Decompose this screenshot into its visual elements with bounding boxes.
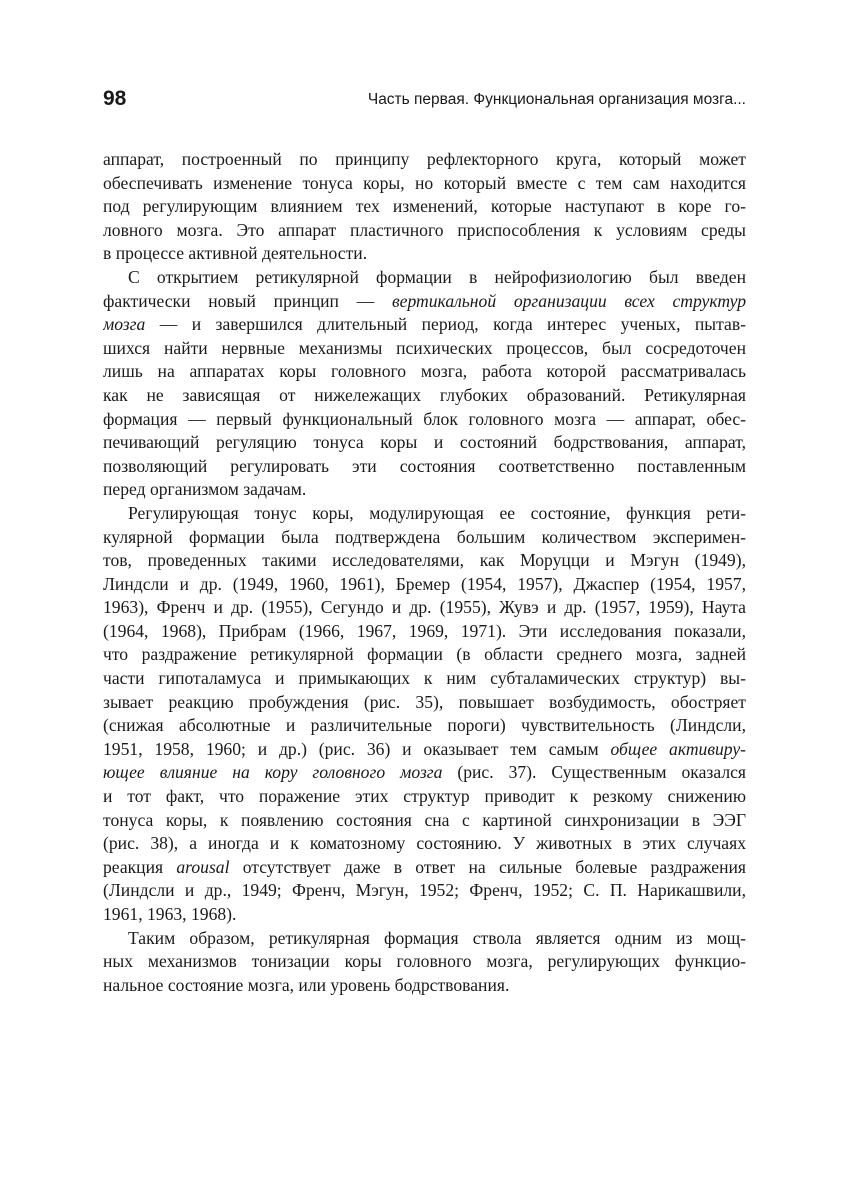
text-line: ных механизмов тонизации коры головного мозга, регулирующих функцио- <box>103 951 746 972</box>
text-line: как не зависящая от нижележащих глубоких образований. Ретикулярная <box>103 384 746 405</box>
text-line: обеспечивать изменение тонуса коры, но который вместе с тем сам находится <box>103 172 746 193</box>
text-line: в процессе активной деятельности. <box>103 243 368 264</box>
text-line: позволяющий регулировать эти состояния соответственно поставленным <box>103 455 746 476</box>
paragraph-4 <box>103 927 746 998</box>
text-line: (1964, 1968), Прибрам (1966, 1967, 1969, 1971). Эти исследования показали, <box>103 620 746 641</box>
text-run: — и завершился длительный период, когда интерес ученых, пытав- <box>145 314 746 335</box>
text-line: Таким образом, ретикулярная формация ствола является одним из мощ- <box>128 927 746 948</box>
emphasis-text: вертикальной организации всех структур <box>392 290 746 311</box>
text-line: лишь на аппаратах коры головного мозга, работа которой рассматривалась <box>103 361 746 382</box>
text-run: отсутствует даже в ответ на сильные болевые раздражения <box>229 856 746 877</box>
text-body <box>103 148 746 997</box>
text-line: перед организмом задачам. <box>103 479 307 500</box>
page-header <box>103 86 746 114</box>
text-line: печивающий регуляцию тонуса коры и состояний бодрствования, аппарат, <box>103 432 746 453</box>
paragraph-2 <box>103 266 746 502</box>
text-line: формация — первый функциональный блок головного мозга — аппарат, обес- <box>103 408 746 429</box>
text-line: 1963), Френч и др. (1955), Сегундо и др. (1955), Жувэ и др. (1957, 1959), Наута <box>103 597 746 618</box>
text-line: тов, проведенных такими исследователями, как Моруцци и Мэгун (1949), <box>103 550 746 571</box>
text-line: тонуса коры, к появлению состояния сна с картиной синхронизации в ЭЭГ <box>103 809 746 830</box>
text-line: нальное состояние мозга, или уровень бодрствования. <box>103 974 510 995</box>
emphasis-text: arousal <box>176 856 230 877</box>
text-line: аппарат, построенный по принципу рефлекторного круга, который может <box>103 149 746 169</box>
text-line: С открытием ретикулярной формации в нейрофизиологию был введен <box>128 266 746 287</box>
text-line: кулярной формации была подтверждена большим количеством эксперимен- <box>103 526 746 547</box>
text-line: (рис. 38), а иногда и к коматозному состоянию. У животных в этих случаях <box>103 833 746 854</box>
running-title: Часть первая. Функциональная организация мозга... <box>367 91 746 108</box>
text-line: Линдсли и др. (1949, 1960, 1961), Бремер (1954, 1957), Джаспер (1954, 1957, <box>103 573 746 594</box>
text-line <box>103 313 746 337</box>
text-line: части гипоталамуса и примыкающих к ним субталамических структур) вы- <box>103 668 746 689</box>
text-line: (Линдсли и др., 1949; Френч, Мэгун, 1952; Френч, 1952; С. П. Нарикашвили, <box>103 880 746 901</box>
text-line: и тот факт, что поражение этих структур приводит к резкому снижению <box>103 786 746 807</box>
page-number: 98 <box>103 87 127 110</box>
text-line: 1961, 1963, 1968). <box>103 904 237 924</box>
text-run: (рис. 37). Существенным оказался <box>442 762 746 783</box>
emphasis-text: общее активиру- <box>610 738 746 759</box>
text-run: фактически новый принцип — <box>103 290 393 311</box>
text-line: шихся найти нервные механизмы психических процессов, был сосредоточен <box>103 337 746 358</box>
paragraph-1 <box>103 148 746 266</box>
text-line <box>103 290 746 314</box>
text-line: (снижая абсолютные и различительные пороги) чувствительность (Линдсли, <box>103 715 746 736</box>
emphasis-text: ющее влияние на кору головного мозга <box>103 762 443 783</box>
text-line: зывает реакцию пробуждения (рис. 35), повышает возбудимость, обостряет <box>103 691 746 712</box>
emphasis-text: мозга <box>103 314 146 335</box>
text-run: 1951, 1958, 1960; и др.) (рис. 36) и оказывает тем самым <box>103 738 611 759</box>
text-line <box>103 761 746 785</box>
paragraph-3 <box>103 502 746 927</box>
text-line: Регулирующая тонус коры, модулирующая ее состояние, функция рети- <box>128 502 746 523</box>
text-line: под регулирующим влиянием тех изменений, которые наступают в коре го- <box>103 196 746 217</box>
text-line: что раздражение ретикулярной формации (в области среднего мозга, задней <box>103 644 746 665</box>
text-line <box>103 738 746 762</box>
text-line: ловного мозга. Это аппарат пластичного приспособления к условиям среды <box>103 219 746 240</box>
text-line <box>103 856 746 880</box>
text-run: реакция <box>103 856 177 877</box>
